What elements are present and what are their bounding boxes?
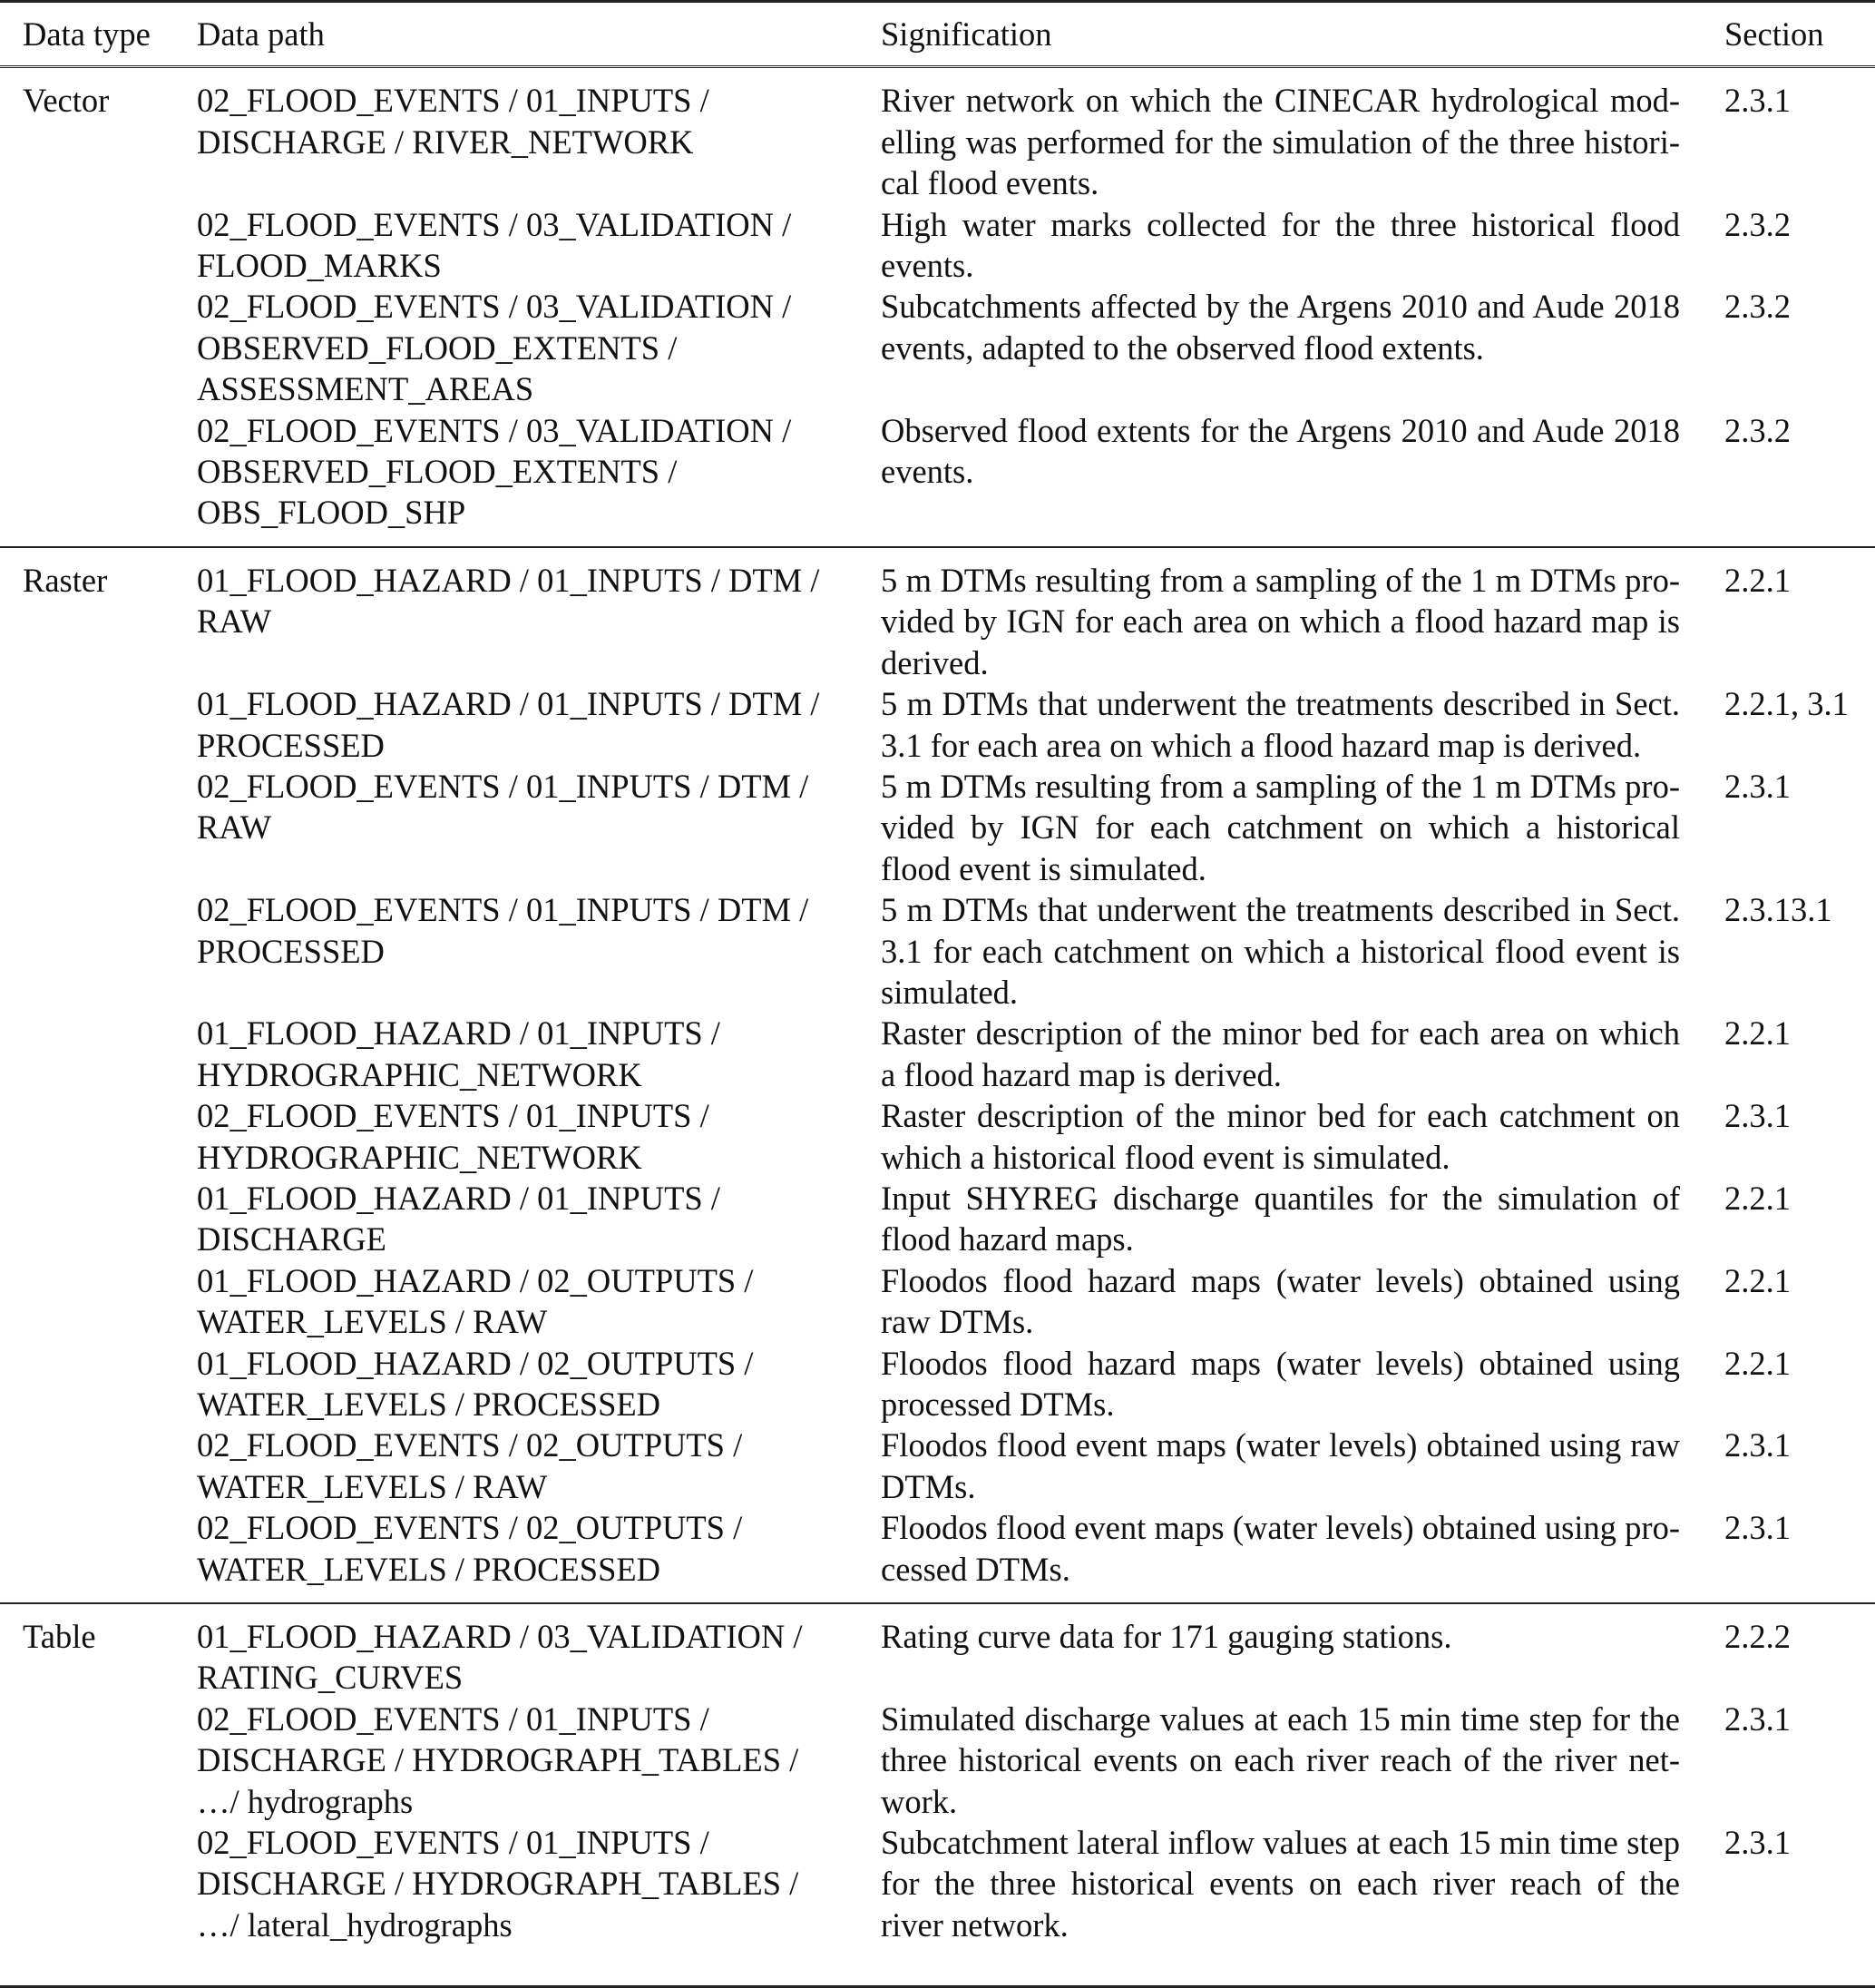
data-type-cell [0,889,197,1013]
data-path-cell: 02_FLOOD_EVENTS / 01_INPUTS / DISCHARGE / HYDROGRAPH_TABLES / …/ hydrographs [197,1699,799,1820]
data-type-cell [0,1822,197,1958]
table-row [0,1013,1875,1095]
section-cell: 2.3.2 [1724,205,1791,243]
data-path-cell: 01_FLOOD_HAZARD / 02_OUTPUTS / WATER_LEVELS / RAW [197,1261,754,1341]
signification-cell: Floodos flood hazard maps (water levels) obtained using processed DTMs. [881,1344,1680,1423]
data-type-cell: Table [0,1603,197,1699]
data-path-cell: 01_FLOOD_HAZARD / 03_VALIDATION / RATING_CURVES [197,1603,881,1699]
table-row [0,1699,1875,1822]
signification-cell: 5 m DTMs resulting from a sampling of the 1 m DTMs provided by IGN for each area on which a flood hazard map is derived. [881,547,1724,683]
section-cell: 2.3.1 [1724,1699,1791,1738]
data-path-cell: 01_FLOOD_HAZARD / 01_INPUTS / DISCHARGE [197,1179,720,1258]
data-type-cell [0,1507,197,1603]
data-path-cell: 02_FLOOD_EVENTS / 01_INPUTS / HYDROGRAPHIC_NETWORK [197,1097,709,1176]
section-cell: 2.3.1 [1724,1426,1791,1464]
data-path-cell: 02_FLOOD_EVENTS / 02_OUTPUTS / WATER_LEVELS / RAW [197,1426,743,1505]
data-path-cell: 02_FLOOD_EVENTS / 01_INPUTS / DTM / PROCESSED [197,891,809,970]
data-type-cell [0,766,197,889]
data-path-cell: 02_FLOOD_EVENTS / 01_INPUTS / DISCHARGE / RIVER_NETWORK [197,82,709,161]
data-path-cell: 02_FLOOD_EVENTS / 03_VALIDATION / OBSERVED_FLOOD_EXTENTS / OBS_FLOOD_SHP [197,411,792,532]
table-row [0,1260,1875,1343]
table-row [0,547,1875,683]
data-type-cell [0,683,197,766]
data-type-cell [0,1013,197,1095]
data-path-cell: 01_FLOOD_HAZARD / 02_OUTPUTS / WATER_LEVELS / PROCESSED [197,1344,754,1423]
data-type-cell [0,286,197,409]
table-row [0,286,1875,409]
signification-cell: High water marks collected for the three historical flood events. [881,205,1680,285]
data-path-cell: 02_FLOOD_EVENTS / 02_OUTPUTS / WATER_LEVELS / PROCESSED [197,1509,743,1588]
signification-cell: Input SHYREG discharge quantiles for the simulation of flood hazard maps. [881,1179,1680,1258]
table-row [0,67,1875,204]
data-path-cell: 02_FLOOD_EVENTS / 01_INPUTS / DISCHARGE / HYDROGRAPH_TABLES / …/ lateral_hydrographs [197,1824,799,1944]
data-type-cell [0,1699,197,1822]
data-type-cell [0,204,197,287]
section-cell: 2.3.2 [1724,411,1791,449]
table-row [0,766,1875,889]
data-type-cell [0,410,197,547]
header-signification: Signification [881,15,1052,53]
data-path-cell: 02_FLOOD_EVENTS / 03_VALIDATION / OBSERVED_FLOOD_EXTENTS / ASSESSMENT_AREAS [197,288,792,408]
signification-cell: Observed flood extents for the Argens 2010 and Aude 2018 events. [881,411,1680,491]
section-cell: 2.3.1 [1724,1509,1791,1547]
table-row [0,889,1875,1013]
section-cell: 2.2.1, 3.1 [1724,685,1849,723]
table-row [0,683,1875,766]
section-cell: 2.3.1 [1724,767,1791,805]
section-cell: 2.3.2 [1724,288,1791,326]
table-row [0,1425,1875,1507]
signification-cell: Floodos flood event maps (water levels) obtained using processed DTMs. [881,1509,1680,1588]
table-row [0,1822,1875,1958]
data-path-cell: 02_FLOOD_EVENTS / 01_INPUTS / DTM / RAW [197,767,809,847]
header-data-type: Data type [23,15,151,53]
data-type-cell [0,1095,197,1178]
data-type-cell [0,1260,197,1343]
data-type-cell [0,1343,197,1425]
section-cell: 2.2.1 [1724,1014,1791,1053]
signification-cell: River network on which the CINECAR hydrological modelling was performed for the simulation of the three historical flood events. [881,82,1680,202]
section-cell: 2.3.1 [1724,82,1791,120]
data-path-cell: 01_FLOOD_HAZARD / 01_INPUTS / DTM / PROCESSED [197,685,820,764]
section-cell: 2.2.2 [1724,1603,1875,1699]
section-cell: 2.3.13.1 [1724,891,1832,929]
section-cell: 2.3.1 [1724,1097,1791,1135]
signification-cell: Raster description of the minor bed for each area on which a flood hazard map is derived. [881,1014,1680,1093]
signification-cell: Subcatchment lateral inflow values at each 15 min time step for the three historical events on each river reach of the river network. [881,1824,1680,1944]
table-row [0,1343,1875,1425]
data-path-cell: 01_FLOOD_HAZARD / 01_INPUTS / DTM / RAW [197,547,881,683]
table-row [0,410,1875,547]
header-row [0,3,1875,67]
section-cell: 2.2.1 [1724,1179,1791,1217]
signification-cell: Raster description of the minor bed for each catchment on which a historical flood event is simulated. [881,1097,1680,1176]
signification-cell: Rating curve data for 171 gauging stations. [881,1603,1724,1699]
table-row [0,1095,1875,1178]
table-body [0,67,1875,1958]
table-row [0,1178,1875,1260]
table-row [0,204,1875,287]
data-type-cell [0,1425,197,1507]
data-type-cell: Vector [23,82,110,120]
table-row [0,1507,1875,1603]
table-header [0,3,1875,67]
section-cell: 2.2.1 [1724,547,1875,683]
header-data-path: Data path [197,15,325,53]
signification-cell: 5 m DTMs that underwent the treatments described in Sect. 3.1 for each area on which a flood hazard map is derived. [881,685,1680,764]
signification-cell: Simulated discharge values at each 15 min time step for the three historical events on each river reach of the river network. [881,1699,1680,1820]
signification-cell: Floodos flood event maps (water levels) obtained using raw DTMs. [881,1426,1680,1505]
signification-cell: Subcatchments affected by the Argens 2010 and Aude 2018 events, adapted to the observed flood extents. [881,288,1680,367]
signification-cell: 5 m DTMs resulting from a sampling of the 1 m DTMs provided by IGN for each catchment on which a historical flood event is simulated. [881,767,1680,887]
signification-cell: 5 m DTMs that underwent the treatments described in Sect. 3.1 for each catchment on which a historical flood event is simulated. [881,891,1680,1011]
section-cell: 2.2.1 [1724,1261,1791,1299]
section-cell: 2.2.1 [1724,1344,1791,1382]
data-type-cell: Raster [0,547,197,683]
data-table [0,3,1875,1958]
table-row [0,1603,1875,1699]
data-path-cell: 02_FLOOD_EVENTS / 03_VALIDATION / FLOOD_MARKS [197,205,792,285]
data-type-cell [0,1178,197,1260]
section-cell: 2.3.1 [1724,1824,1791,1862]
signification-cell: Floodos flood hazard maps (water levels) obtained using raw DTMs. [881,1261,1680,1341]
data-path-cell: 01_FLOOD_HAZARD / 01_INPUTS / HYDROGRAPHIC_NETWORK [197,1014,720,1093]
header-section: Section [1724,15,1824,53]
